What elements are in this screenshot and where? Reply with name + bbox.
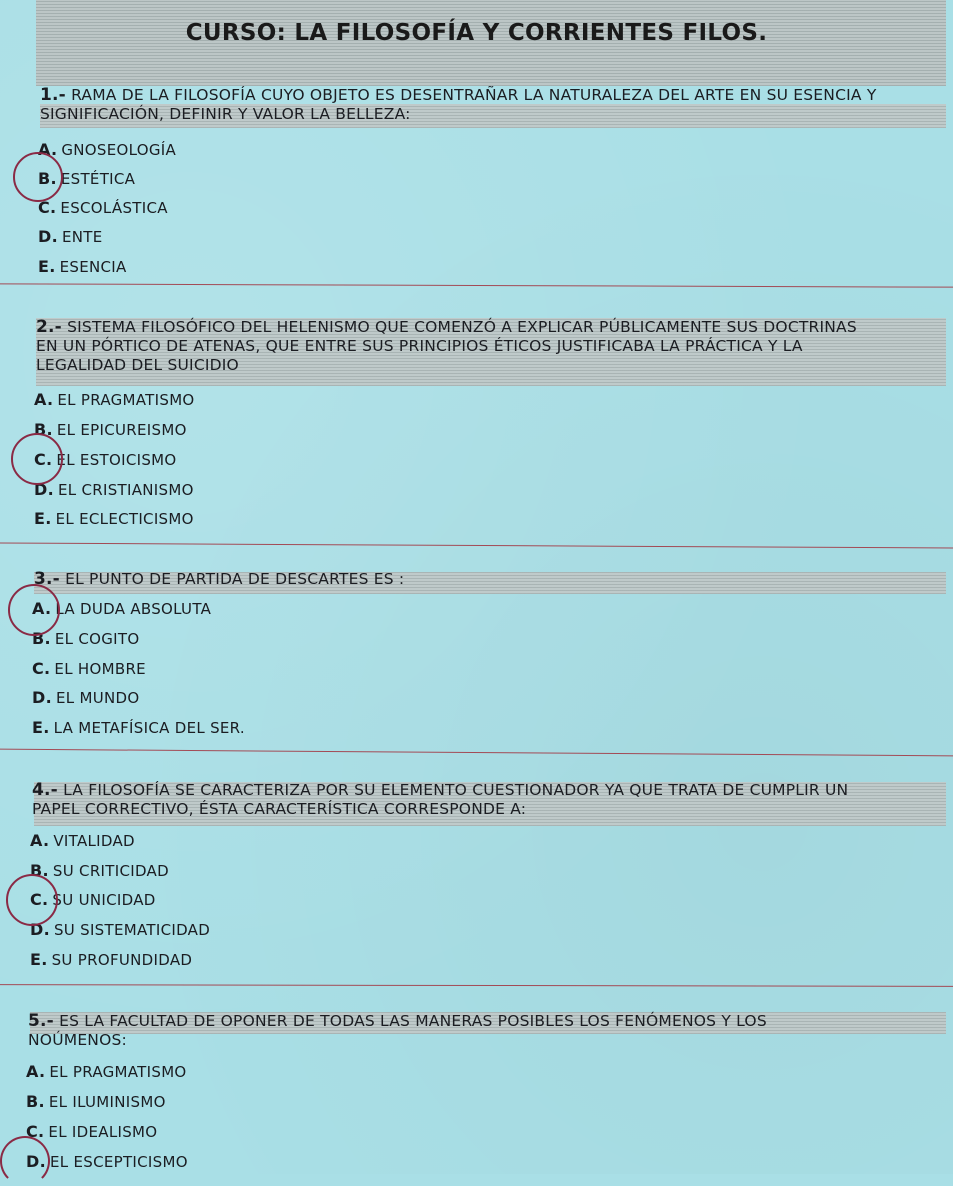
question-1-line-1: RAMA DE LA FILOSOFÍA CUYO OBJETO ES DESENTRAÑAR LA NATURALEZA DEL ARTE EN SU ESENCIA Y	[71, 86, 877, 104]
option-letter: C.	[34, 450, 53, 469]
option-text: EL ESTOICISMO	[56, 451, 177, 469]
option-letter: A.	[34, 390, 54, 409]
option-letter: A.	[38, 140, 58, 159]
option-text: ESCOLÁSTICA	[60, 199, 168, 217]
question-4-line-1: LA FILOSOFÍA SE CARACTERIZA POR SU ELEMENTO CUESTIONADOR YA QUE TRATA DE CUMPLIR UN	[63, 781, 849, 799]
question-1-line-2: SIGNIFICACIÓN, DEFINIR Y VALOR LA BELLEZA:	[40, 105, 411, 123]
option-text: EL PRAGMATISMO	[57, 391, 195, 409]
question-4-option-b[interactable]	[30, 861, 169, 881]
question-2-option-e[interactable]	[34, 509, 194, 529]
option-text: EL COGITO	[54, 630, 140, 648]
option-letter: C.	[38, 198, 57, 217]
question-4-number: 4.-	[32, 780, 58, 800]
question-2-option-d[interactable]	[34, 480, 194, 500]
option-text: GNOSEOLOGÍA	[61, 141, 177, 159]
option-text: EL IDEALISMO	[48, 1123, 158, 1141]
question-2-line-2: EN UN PÓRTICO DE ATENAS, QUE ENTRE SUS PRINCIPIOS ÉTICOS JUSTIFICABA LA PRÁCTICA Y LA	[36, 337, 803, 355]
option-text: ENTE	[61, 228, 103, 246]
answer-circle-1	[13, 152, 63, 202]
divider-1	[0, 283, 953, 287]
option-text: EL ILUMINISMO	[48, 1093, 166, 1111]
answer-circle-2	[11, 433, 63, 485]
option-text: EL MUNDO	[55, 689, 140, 707]
option-text: LA METAFÍSICA DEL SER.	[53, 719, 245, 737]
answer-circle-3	[8, 584, 60, 636]
option-text: EL ESCEPTICISMO	[49, 1153, 188, 1171]
option-letter: D.	[32, 688, 52, 707]
question-1-option-a[interactable]	[38, 140, 176, 160]
question-2-option-b[interactable]	[34, 420, 187, 440]
question-5-number: 5.-	[28, 1011, 54, 1031]
option-text: ESENCIA	[59, 258, 127, 276]
question-5-option-b[interactable]	[26, 1092, 166, 1112]
question-2-option-a[interactable]	[34, 390, 195, 410]
option-letter: D.	[26, 1152, 46, 1171]
question-1-number: 1.-	[40, 85, 66, 105]
question-5-line-2: NOÚMENOS:	[28, 1031, 127, 1049]
option-letter: B.	[34, 420, 53, 439]
option-text: EL EPICUREISMO	[56, 421, 187, 439]
option-text: SU UNICIDAD	[52, 891, 156, 909]
question-5-option-c[interactable]	[26, 1122, 157, 1142]
option-letter: E.	[30, 950, 48, 969]
question-3	[34, 570, 946, 589]
divider-4	[0, 984, 953, 987]
option-text: SU PROFUNDIDAD	[51, 951, 193, 969]
option-letter: B.	[38, 169, 57, 188]
question-1-option-c[interactable]	[38, 198, 168, 218]
question-5-option-a[interactable]	[26, 1062, 187, 1082]
question-3-option-d[interactable]	[32, 688, 139, 708]
option-letter: B.	[30, 861, 49, 880]
question-5-option-d[interactable]	[26, 1152, 188, 1172]
question-3-number: 3.-	[34, 569, 60, 589]
question-1-option-d[interactable]	[38, 227, 103, 247]
question-4-line-2: PAPEL CORRECTIVO, ÉSTA CARACTERÍSTICA CORRESPONDE A:	[32, 800, 527, 818]
option-text: EL ECLECTICISMO	[55, 510, 194, 528]
option-letter: E.	[38, 257, 56, 276]
divider-3	[0, 749, 953, 757]
option-letter: B.	[32, 629, 51, 648]
question-4	[32, 781, 944, 819]
question-2-line-3: LEGALIDAD DEL SUICIDIO	[36, 356, 239, 374]
option-letter: D.	[34, 480, 54, 499]
question-5-line-1: ES LA FACULTAD DE OPONER DE TODAS LAS MANERAS POSIBLES LOS FENÓMENOS Y LOS	[59, 1012, 767, 1030]
question-4-option-a[interactable]	[30, 831, 135, 851]
question-1	[40, 86, 950, 124]
option-letter: E.	[32, 718, 50, 737]
option-letter: A.	[26, 1062, 46, 1081]
option-text: LA DUDA ABSOLUTA	[55, 600, 212, 618]
question-2-number: 2.-	[36, 317, 62, 337]
question-5	[28, 1012, 940, 1050]
option-letter: E.	[34, 509, 52, 528]
option-letter: C.	[26, 1122, 45, 1141]
option-letter: B.	[26, 1092, 45, 1111]
page-title: CURSO: LA FILOSOFÍA Y CORRIENTES FILOS.	[185, 20, 768, 46]
option-text: EL HOMBRE	[54, 660, 146, 678]
option-letter: D.	[38, 227, 58, 246]
option-letter: A.	[30, 831, 50, 850]
option-letter: C.	[32, 659, 51, 678]
answer-circle-4	[6, 874, 58, 926]
option-letter: A.	[32, 599, 52, 618]
option-letter: C.	[30, 890, 49, 909]
option-text: SU CRITICIDAD	[52, 862, 169, 880]
question-4-option-e[interactable]	[30, 950, 192, 970]
question-2	[36, 318, 948, 375]
option-text: VITALIDAD	[53, 832, 135, 850]
question-3-option-e[interactable]	[32, 718, 245, 738]
question-4-option-d[interactable]	[30, 920, 210, 940]
question-2-line-1: SISTEMA FILOSÓFICO DEL HELENISMO QUE COMENZÓ A EXPLICAR PÚBLICAMENTE SUS DOCTRINAS	[67, 318, 857, 336]
question-3-option-b[interactable]	[32, 629, 139, 649]
question-1-option-e[interactable]	[38, 257, 127, 277]
answer-circle-5	[0, 1136, 50, 1186]
option-text: ESTÉTICA	[60, 170, 136, 188]
question-3-option-c[interactable]	[32, 659, 146, 679]
option-letter: D.	[30, 920, 50, 939]
divider-2	[0, 543, 953, 549]
option-text: EL PRAGMATISMO	[49, 1063, 187, 1081]
option-text: SU SISTEMATICIDAD	[53, 921, 211, 939]
question-3-line-1: EL PUNTO DE PARTIDA DE DESCARTES ES :	[65, 570, 405, 588]
option-text: EL CRISTIANISMO	[57, 481, 194, 499]
